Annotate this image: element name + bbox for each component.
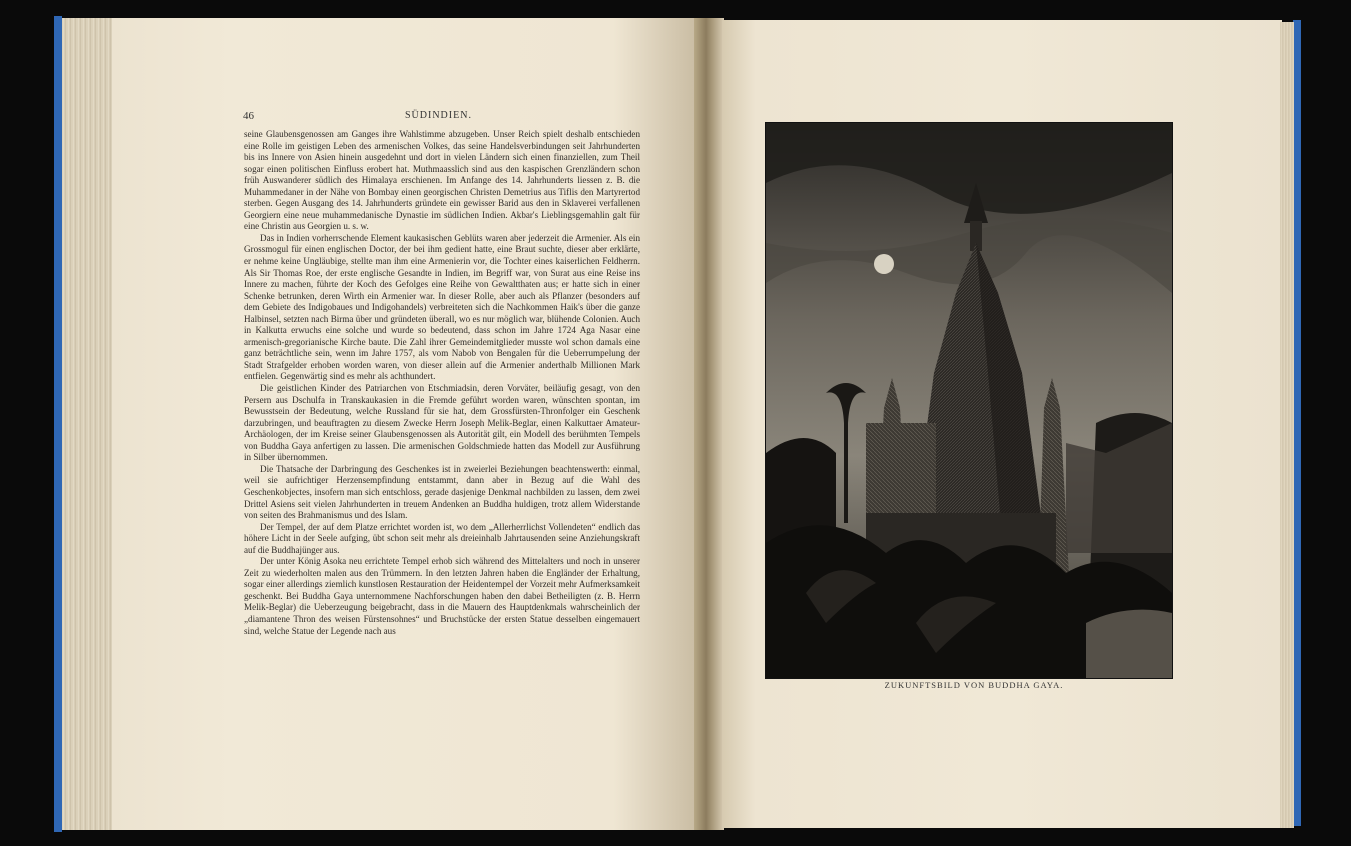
paragraph: Die Thatsache der Darbringung des Geschenkes ist in zweierlei Beziehungen beachtenswerth: einmal, weil sie aufrichtiger Herzensempfindung entstammt, dann aber in Bezug auf die Wahl des Geschenkobjectes, insofern man sich entschloss, gerade dasjenige Denkmal nachbilden zu lassen, dem zwei Drittel Asiens seit vielen Jahrhunderten in treuem Andenken an Buddha huldigen, trotz allem Widerstande von seiten des Brahmanismus und des Islam. (244, 463, 640, 521)
paragraph: Die geistlichen Kinder des Patriarchen von Etschmiadsin, deren Vorväter, beiläufig gesagt, von den Persern aus Dschulfa in Transkaukasien in die Fremde geführt worden waren, wünschten spontan, im Bewusstsein der Bedeutung, welche Russland für sie hat, dem Grossfürsten-Thronfolger ein Geschenk darzubringen, und beauftragten zu diesem Zwecke Herrn Joseph Melik-Beglar, einen Kalkuttaer Amateur-Archäologen, der im Kreise seiner Glaubensgenossen als Autorität gilt, ein Modell des berühmten Tempels von Buddha Gaya anfertigen zu lassen. Die armenischen Goldschmiede hatten das Modell zur Ausführung in Silber übernommen. (244, 383, 640, 463)
paragraph: Der unter König Asoka neu errichtete Tempel erhob sich während des Mittelalters und noch in unserer Zeit zu wiederholten malen aus den Trümmern. In den letzten Jahren haben die Engländer der Erhaltung, sogar einer allerdings ziemlich kunstlosen Restauration der Heidentempel der Vorzeit mehr Aufmerksamkeit geschenkt. Bei Buddha Gaya unternommene Nachforschungen haben den dabei Betheiligten (z. B. Herrn Melik-Beglar) die Ueberzeugung beigebracht, dass in die Mauern des Hauptdenkmals wahrscheinlich der „diamantene Thron des weisen Fürstensohnes“ und Bruchstücke der ersten Statue desselben eingemauert sind, welche Statue der Legende nach aus (244, 556, 640, 636)
paragraph: seine Glaubensgenossen am Ganges ihre Wahlstimme abzugeben. Unser Reich spielt deshalb entschieden eine Rolle im geistigen Leben des armenischen Volkes, das seine Handelsverbindungen seit Jahrhunderten bis ins Innere von Asien hinein ausgedehnt und dort in vielen Ländern sich einen finanziellen, zum Theil sogar einen politischen Einfluss erobert hat. Muthmaasslich sind aus den kaspischen Grenzländern schon früh Auswanderer südlich des Himalaya erschienen. Im Anfange des 14. Jahrhunderts liessen z. B. die Muhammedaner in der Nähe von Bombay einen georgischen Christen Demetrius aus Tiflis den Martyrertod sterben. Gegen Ausgang des 14. Jahrhunderts gründete ein gewisser Barid aus den in Sklaverei verfallenen Georgiern eine neue muhammedanische Dynastie im südlichen Indien. Akbar's Lieblingsgemahlin galt für eine Christin aus Georgien u. s. w. (244, 129, 640, 232)
illustration-caption: ZUKUNFTSBILD VON BUDDHA GAYA. (884, 680, 1064, 690)
moon-icon (874, 254, 894, 274)
book-gutter (694, 18, 724, 830)
engraving-temple-illustration (765, 122, 1173, 679)
book-cover-edge-left (54, 16, 62, 832)
paragraph: Das in Indien vorherrschende Element kaukasischen Geblüts waren aber jederzeit die Armenier. Als ein Grossmogul für einen englischen Doctor, der bei ihm gedient hatte, eine Braut suchte, dieser aber erklärte, er nehme keine Ungläubige, stellte man ihm eine Armenierin vor, die Tochter eines kaiserlichen Feldherrn. Als Sir Thomas Roe, der erste englische Gesandte in Indien, im Begriff war, von Surat aus eine Reise ins Innere zu machen, führte der Koch des Gefolges eine Reihe von Gewaltthaten aus; er hatte sich in einer Schenke betrunken, deren Wirth ein Armenier war. In dieser Rolle, aber auch als Pflanzer (besonders auf dem Gebiete des Indigobaues und Indigohandels) verbreiteten sich die Nachkommen Haik's über die ganze Halbinsel, setzten nach Birma über und gründeten überall, wo es nur möglich war, blühende Colonien. Auch in Kalkutta erwuchs eine solche und wurde so bedeutend, dass schon im Jahre 1724 Aga Nasar eine armenisch-gregorianische Kirche baute. Die Zahl ihrer Gemeindemitglieder musste wol schon damals eine ganz beträchtliche sein, wenn im Jahre 1757, als vom Nabob von Bengalen für die Ueberrumpelung der Stadt Strafgelder erhoben worden waren, von dieser allein auf die Armenier anderthalb Millionen Mark entfielen. Gegenwärtig sind es mehr als achthundert. (244, 232, 640, 382)
temple-engraving (766, 123, 1172, 678)
page-stack-left (62, 18, 116, 830)
paragraph: Der Tempel, der auf dem Platze errichtet worden ist, wo dem „Allerherrlichst Vollendeten“ endlich das höhere Licht in der Seele aufging, übt schon seit mehr als dreieinhalb Jahrtausenden seine Anziehungskraft auf die Buddhajünger aus. (244, 521, 640, 555)
page-number: 46 (243, 110, 254, 122)
book-cover-edge-right (1293, 20, 1301, 826)
body-text (244, 129, 640, 637)
running-head: SÜDINDIEN. (405, 110, 472, 121)
page-stack-right (1280, 22, 1294, 828)
